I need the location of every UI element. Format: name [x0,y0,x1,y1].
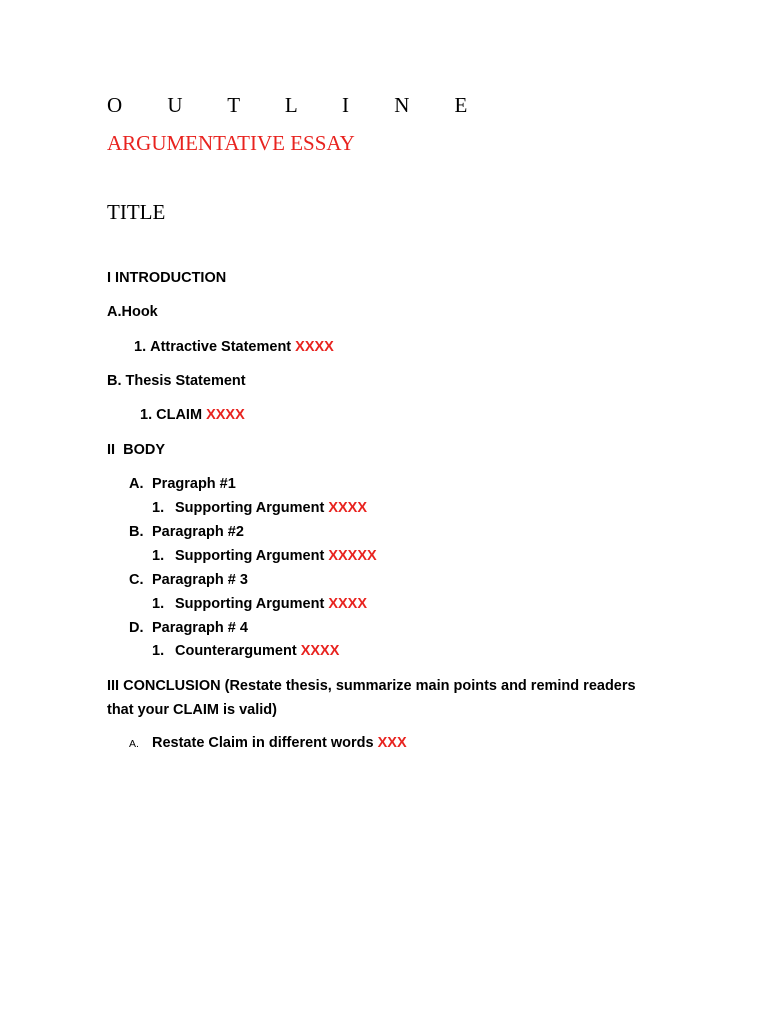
subitem-text: Counterargument [175,643,297,659]
body-heading: II BODY [107,442,166,458]
body-paragraph-item [129,524,244,540]
body-subitem [152,643,339,659]
placeholder-text: XXXX [328,500,367,516]
body-subitem [152,548,377,564]
hook-item-text: Attractive Statement [150,339,292,355]
thesis-label: B. Thesis Statement [107,373,246,389]
list-marker: A. [129,476,144,492]
paragraph-label: Pragraph #1 [152,476,236,492]
body-paragraph-item [129,572,248,588]
list-marker: B. [129,524,144,540]
placeholder-text: XXXX [206,407,245,423]
body-subitem [152,500,367,516]
list-marker: A. [129,738,139,750]
list-marker: 1. [152,500,165,516]
placeholder-text: XXXX [300,643,340,659]
subitem-text: Supporting Argument [175,500,325,516]
introduction-heading: I INTRODUCTION [107,270,227,286]
paragraph-label: Paragraph #2 [152,524,244,540]
list-marker: C. [129,572,144,588]
essay-type-heading: ARGUMENTATIVE ESSAY [107,131,355,155]
hook-label: A.Hook [107,304,158,320]
subitem-text: Supporting Argument [175,548,325,564]
list-marker: 1. [152,643,165,659]
thesis-item-text: CLAIM [156,407,203,423]
title-label: TITLE [107,200,166,224]
list-marker: 1. [134,339,147,355]
paragraph-label: Paragraph # 3 [152,572,248,588]
conclusion-heading-line2: that your CLAIM is valid) [107,702,277,718]
body-subitem [152,596,367,612]
list-marker: 1. [152,548,165,564]
thesis-item [140,407,245,423]
list-marker: 1. [152,596,165,612]
subitem-text: Supporting Argument [175,596,325,612]
list-marker: 1. [140,407,153,423]
body-paragraph-item [129,476,236,492]
conclusion-heading-line1: III CONCLUSION (Restate thesis, summarize main points and remind readers [107,678,636,694]
list-marker: D. [129,620,144,636]
placeholder-text: XXXX [295,339,334,355]
placeholder-text: XXXXX [328,548,377,564]
outline-heading: O U T L I N E [107,93,488,117]
conclusion-item [129,735,407,751]
paragraph-label: Paragraph # 4 [152,620,248,636]
placeholder-text: XXXX [328,596,367,612]
placeholder-text: XXX [377,735,407,751]
conclusion-item-text: Restate Claim in different words [152,735,374,751]
hook-item [134,339,334,355]
body-paragraph-item [129,620,248,636]
